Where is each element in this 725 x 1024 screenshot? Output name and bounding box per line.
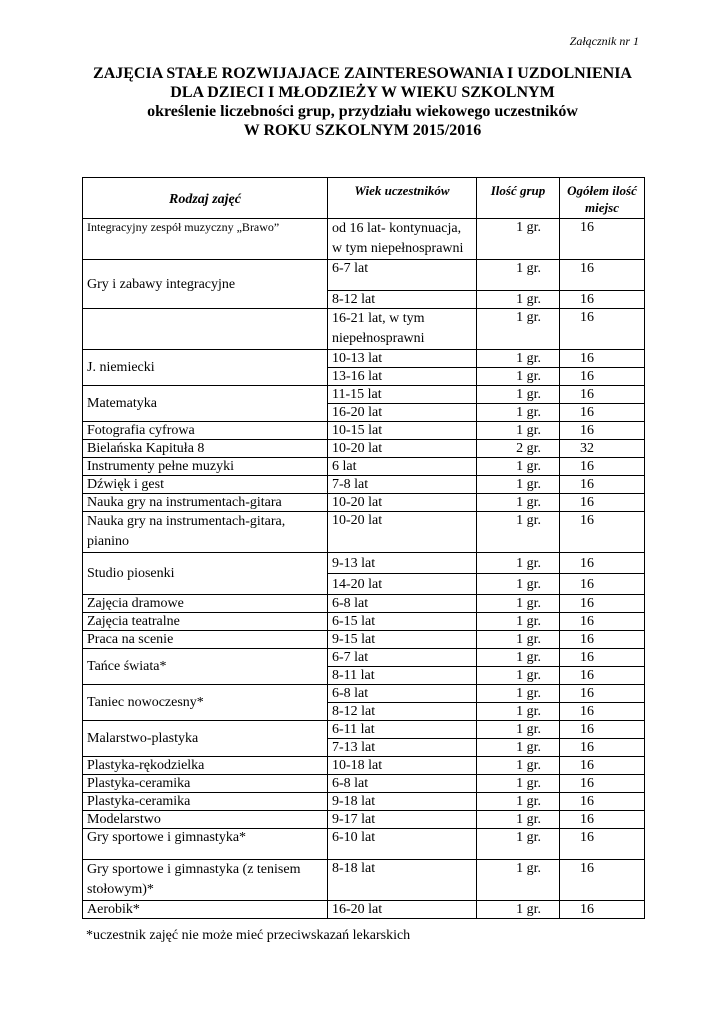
group-count: 1 gr. — [477, 901, 560, 919]
table-row — [83, 793, 645, 811]
place-count: 16 — [560, 476, 645, 494]
place-count: 16 — [560, 631, 645, 649]
activity-name: Malarstwo-plastyka — [83, 721, 328, 757]
age-range: 7-8 lat — [328, 476, 477, 494]
activity-name: Modelarstwo — [83, 811, 328, 829]
group-count: 1 gr. — [477, 404, 560, 422]
table-row — [83, 860, 645, 901]
age-range: 6-8 lat — [328, 685, 477, 703]
age-range: 16-20 lat — [328, 901, 477, 919]
group-count: 1 gr. — [477, 309, 560, 350]
title-line-2: DLA DZIECI I MŁODZIEŻY W WIEKU SZKOLNYM — [170, 84, 555, 101]
place-count: 16 — [560, 775, 645, 793]
group-count: 1 gr. — [477, 811, 560, 829]
age-range: 6-11 lat — [328, 721, 477, 739]
place-count: 16 — [560, 512, 645, 553]
group-count: 1 gr. — [477, 476, 560, 494]
place-count: 16 — [560, 860, 645, 901]
table-row — [83, 219, 645, 260]
age-range: 10-20 lat — [328, 440, 477, 458]
group-count: 1 gr. — [477, 631, 560, 649]
table-row — [83, 458, 645, 476]
table-row — [83, 386, 645, 404]
age-range: 9-17 lat — [328, 811, 477, 829]
activity-name: Taniec nowoczesny* — [83, 685, 328, 721]
place-count: 16 — [560, 595, 645, 613]
age-range: 8-18 lat — [328, 860, 477, 901]
group-count: 1 gr. — [477, 494, 560, 512]
table-row — [83, 775, 645, 793]
table-header-row — [83, 178, 645, 219]
place-count: 16 — [560, 649, 645, 667]
group-count: 1 gr. — [477, 291, 560, 309]
group-count: 1 gr. — [477, 574, 560, 595]
table-row — [83, 721, 645, 739]
activity-name: Nauka gry na instrumentach-gitara — [83, 494, 328, 512]
activity-name: Zajęcia dramowe — [83, 595, 328, 613]
group-count: 1 gr. — [477, 829, 560, 860]
group-count: 1 gr. — [477, 860, 560, 901]
age-range: 8-12 lat — [328, 291, 477, 309]
group-count: 1 gr. — [477, 667, 560, 685]
place-count: 16 — [560, 219, 645, 260]
table-row — [83, 476, 645, 494]
footnote: *uczestnik zajęć nie może mieć przeciwskazań lekarskich — [86, 928, 411, 943]
table-row — [83, 512, 645, 553]
age-range: 6-7 lat — [328, 260, 477, 291]
place-count: 16 — [560, 553, 645, 574]
activity-name: Studio piosenki — [83, 553, 328, 595]
activity-name — [83, 309, 328, 350]
place-count: 16 — [560, 685, 645, 703]
table-row — [83, 350, 645, 368]
table-row — [83, 901, 645, 919]
place-count: 16 — [560, 309, 645, 350]
place-count: 16 — [560, 386, 645, 404]
age-range: 11-15 lat — [328, 386, 477, 404]
table-row — [83, 829, 645, 860]
place-count: 16 — [560, 494, 645, 512]
place-count: 16 — [560, 721, 645, 739]
age-range: 6-10 lat — [328, 829, 477, 860]
age-range: 6-7 lat — [328, 649, 477, 667]
group-count: 1 gr. — [477, 775, 560, 793]
group-count: 1 gr. — [477, 703, 560, 721]
place-count: 16 — [560, 574, 645, 595]
group-count: 1 gr. — [477, 219, 560, 260]
activity-name: Aerobik* — [83, 901, 328, 919]
activity-name: Nauka gry na instrumentach-gitara, pianino — [83, 512, 328, 553]
group-count: 1 gr. — [477, 512, 560, 553]
group-count: 1 gr. — [477, 739, 560, 757]
table-row — [83, 631, 645, 649]
group-count: 1 gr. — [477, 721, 560, 739]
place-count: 16 — [560, 260, 645, 291]
place-count: 32 — [560, 440, 645, 458]
activity-name: Dźwięk i gest — [83, 476, 328, 494]
header-places: Ogółem ilość miejsc — [560, 178, 645, 219]
place-count: 16 — [560, 667, 645, 685]
activity-name: Plastyka-ceramika — [83, 793, 328, 811]
document-title — [0, 64, 725, 140]
activity-name: Matematyka — [83, 386, 328, 422]
place-count: 16 — [560, 757, 645, 775]
activity-name: Plastyka-rękodzielka — [83, 757, 328, 775]
table-row — [83, 494, 645, 512]
activity-name: Bielańska Kapituła 8 — [83, 440, 328, 458]
activity-name: J. niemiecki — [83, 350, 328, 386]
activity-name: Instrumenty pełne muzyki — [83, 458, 328, 476]
activity-name: Fotografia cyfrowa — [83, 422, 328, 440]
group-count: 1 gr. — [477, 553, 560, 574]
place-count: 16 — [560, 703, 645, 721]
group-count: 1 gr. — [477, 685, 560, 703]
table-row — [83, 595, 645, 613]
place-count: 16 — [560, 739, 645, 757]
place-count: 16 — [560, 793, 645, 811]
place-count: 16 — [560, 901, 645, 919]
age-range: 10-20 lat — [328, 512, 477, 553]
table-row — [83, 649, 645, 667]
age-range: 6-8 lat — [328, 595, 477, 613]
age-range: od 16 lat- kontynuacja, w tym niepełnosprawni — [328, 219, 477, 260]
group-count: 1 gr. — [477, 595, 560, 613]
group-count: 1 gr. — [477, 649, 560, 667]
title-line-4: W ROKU SZKOLNYM 2015/2016 — [243, 122, 482, 139]
age-range: 9-18 lat — [328, 793, 477, 811]
activity-name: Plastyka-ceramika — [83, 775, 328, 793]
activity-name: Praca na scenie — [83, 631, 328, 649]
table-row — [83, 685, 645, 703]
attachment-label: Załącznik nr 1 — [569, 34, 639, 48]
place-count: 16 — [560, 291, 645, 309]
table-row — [83, 309, 645, 350]
title-line-1: ZAJĘCIA STAŁE ROZWIJAJACE ZAINTERESOWANIA I UZDOLNIENIA — [93, 65, 632, 82]
age-range: 9-15 lat — [328, 631, 477, 649]
title-line-3: określenie liczebności grup, przydziału wiekowego uczestników — [147, 103, 578, 120]
table-row — [83, 811, 645, 829]
age-range: 6-15 lat — [328, 613, 477, 631]
activity-name: Gry sportowe i gimnastyka (z tenisem stołowym)* — [83, 860, 328, 901]
age-range: 7-13 lat — [328, 739, 477, 757]
group-count: 1 gr. — [477, 613, 560, 631]
age-range: 16-20 lat — [328, 404, 477, 422]
place-count: 16 — [560, 350, 645, 368]
activity-name: Zajęcia teatralne — [83, 613, 328, 631]
age-range: 6-8 lat — [328, 775, 477, 793]
age-range: 8-11 lat — [328, 667, 477, 685]
activity-name: Gry sportowe i gimnastyka* — [83, 829, 328, 860]
header-activity-type: Rodzaj zajęć — [83, 178, 328, 219]
place-count: 16 — [560, 404, 645, 422]
activities-table — [82, 177, 645, 919]
table-row — [83, 422, 645, 440]
table-row — [83, 613, 645, 631]
place-count: 16 — [560, 829, 645, 860]
group-count: 1 gr. — [477, 458, 560, 476]
age-range: 6 lat — [328, 458, 477, 476]
group-count: 1 gr. — [477, 260, 560, 291]
header-groups: Ilość grup — [477, 178, 560, 219]
age-range: 10-15 lat — [328, 422, 477, 440]
place-count: 16 — [560, 422, 645, 440]
place-count: 16 — [560, 368, 645, 386]
age-range: 8-12 lat — [328, 703, 477, 721]
age-range: 10-20 lat — [328, 494, 477, 512]
age-range: 10-18 lat — [328, 757, 477, 775]
header-age: Wiek uczestników — [328, 178, 477, 219]
age-range: 10-13 lat — [328, 350, 477, 368]
table-row — [83, 260, 645, 291]
group-count: 1 gr. — [477, 368, 560, 386]
group-count: 1 gr. — [477, 757, 560, 775]
activity-name: Gry i zabawy integracyjne — [83, 260, 328, 309]
age-range: 14-20 lat — [328, 574, 477, 595]
table-row — [83, 553, 645, 574]
place-count: 16 — [560, 613, 645, 631]
activity-name: Integracyjny zespół muzyczny „Brawo” — [83, 219, 328, 260]
group-count: 1 gr. — [477, 350, 560, 368]
age-range: 16-21 lat, w tym niepełnosprawni — [328, 309, 477, 350]
place-count: 16 — [560, 811, 645, 829]
place-count: 16 — [560, 458, 645, 476]
table-row — [83, 440, 645, 458]
table-row — [83, 757, 645, 775]
activity-name: Tańce świata* — [83, 649, 328, 685]
group-count: 1 gr. — [477, 386, 560, 404]
group-count: 1 gr. — [477, 793, 560, 811]
age-range: 13-16 lat — [328, 368, 477, 386]
group-count: 2 gr. — [477, 440, 560, 458]
age-range: 9-13 lat — [328, 553, 477, 574]
group-count: 1 gr. — [477, 422, 560, 440]
